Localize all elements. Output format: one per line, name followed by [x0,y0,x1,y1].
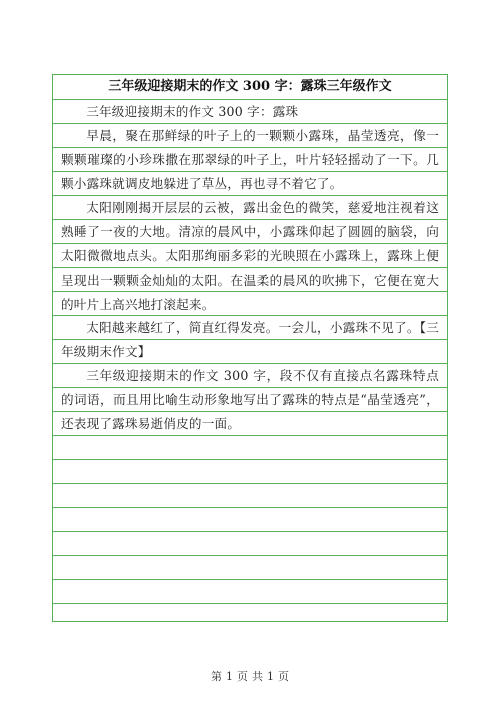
page-number: 1 [226,670,233,683]
subtitle-paragraph: 三年级迎接期末的作文 300 字：露珠 [86,104,299,119]
ruling-line [53,507,447,508]
ruling-line [53,483,447,484]
paragraph-sunrise: 太阳刚刚揭开层层的云被，露出金色的微笑，慈爱地注视着这熟睡了一夜的大地。清凉的晨风中，小露珠仰起了圆圆的脑袋，向太阳微微地点头。太阳那绚丽多彩的光映照在小露珠上，露珠上便呈现出一颗颗金灿灿的太阳。在温柔的晨风的吹拂下，它便在宽大的叶片上高兴地打滚起来。 [61,200,439,312]
footer-label: 共 [252,670,263,683]
footer-label: 页 [278,670,289,683]
ruling-line [53,579,447,580]
ruling-line [53,459,447,460]
footer-label: 第 [211,670,222,683]
page-footer [0,668,500,684]
total-pages: 1 [267,670,274,683]
ruling-line [53,555,447,556]
paragraph-commentary: 三年级迎接期末的作文 300 字，段不仅有直接点名露珠特点的词语，而且用比喻生动形象地写出了露珠的特点是“晶莹透亮”，还表现了露珠易逝俏皮的一面。 [61,368,439,432]
ruled-sheet [52,74,448,622]
ruling-line [53,603,447,604]
paragraph-morning: 早晨，聚在那鲜绿的叶子上的一颗颗小露珠，晶莹透亮，像一颗颗璀璨的小珍珠撒在那翠绿的叶子上，叶片轻轻摇动了一下。几颗小露珠就调皮地躲进了草丛，再也寻不着它了。 [61,128,439,192]
paragraph-disappear: 太阳越来越红了，简直红得发亮。一会儿，小露珠不见了。【三年级期末作文】 [61,320,439,360]
document-title: 三年级迎接期末的作文 300 字：露珠三年级作文 [108,79,392,94]
footer-label: 页 [237,670,248,683]
ruling-line [53,531,447,532]
